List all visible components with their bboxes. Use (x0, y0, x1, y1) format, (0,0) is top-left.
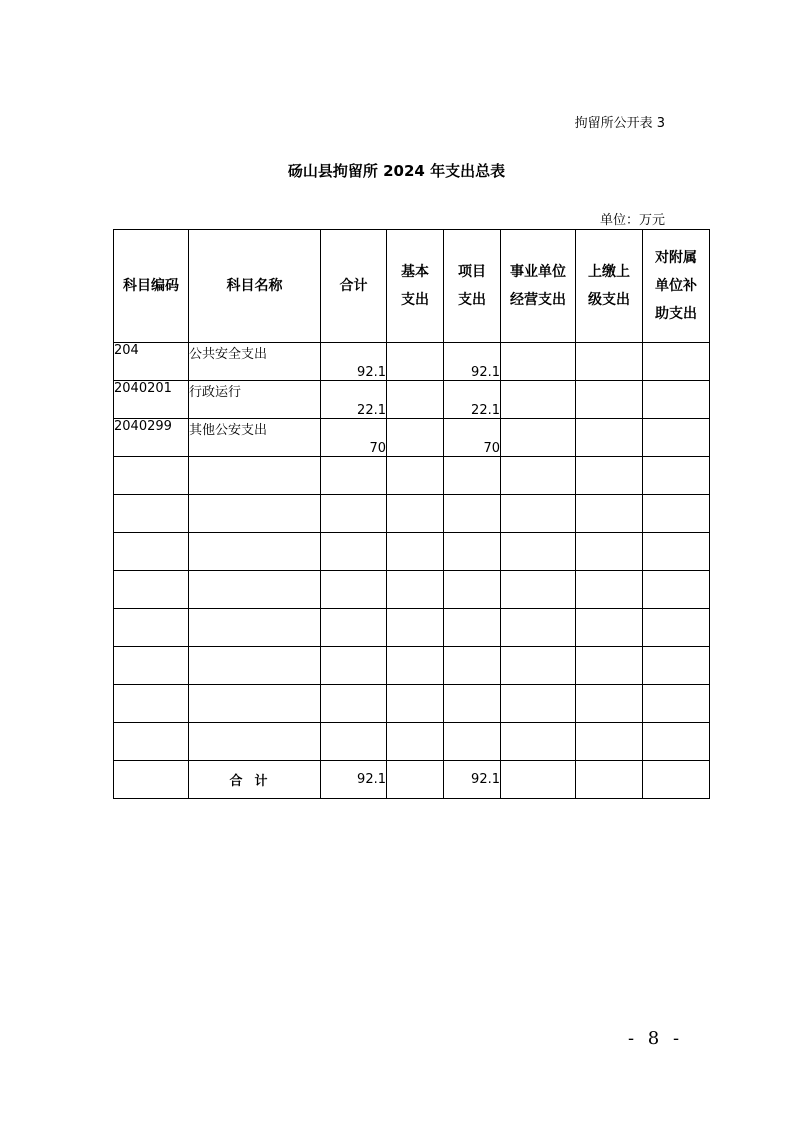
subject-name-cell (189, 723, 321, 761)
remit-cell (576, 647, 643, 685)
total-cell (321, 685, 387, 723)
total-code-cell (114, 761, 189, 799)
table-row (114, 533, 710, 571)
project-cell: 92.1 (444, 343, 501, 381)
table-tag: 拘留所公开表 3 (574, 116, 665, 131)
basic-cell (387, 495, 444, 533)
subsidy-cell (643, 419, 710, 457)
project-cell (444, 495, 501, 533)
table-row (114, 609, 710, 647)
table-row (114, 419, 710, 457)
remit-cell (576, 419, 643, 457)
business-cell (501, 571, 576, 609)
subject-name-cell (189, 533, 321, 571)
subject-code-cell (114, 571, 189, 609)
total-basic-cell (387, 761, 444, 799)
column-header: 对附属 单位补 助支出 (643, 230, 710, 343)
page-title: 砀山县拘留所 2024 年支出总表 (287, 162, 506, 180)
total-cell (321, 609, 387, 647)
subject-name-cell (189, 495, 321, 533)
subject-code-cell (114, 723, 189, 761)
project-cell: 22.1 (444, 381, 501, 419)
subject-code-cell (114, 457, 189, 495)
subject-code-cell (114, 647, 189, 685)
subject-code-cell: 2040299 (114, 419, 189, 457)
remit-cell (576, 533, 643, 571)
total-business-cell (501, 761, 576, 799)
subject-code-cell (114, 685, 189, 723)
subsidy-cell (643, 495, 710, 533)
table-row (114, 495, 710, 533)
total-cell (321, 723, 387, 761)
table-row (114, 685, 710, 723)
basic-cell (387, 381, 444, 419)
remit-cell (576, 723, 643, 761)
subsidy-cell (643, 723, 710, 761)
subject-name-cell (189, 571, 321, 609)
total-cell: 92.1 (321, 343, 387, 381)
remit-cell (576, 609, 643, 647)
total-row (114, 761, 710, 799)
remit-cell (576, 495, 643, 533)
business-cell (501, 457, 576, 495)
remit-cell (576, 343, 643, 381)
remit-cell (576, 571, 643, 609)
subject-name-cell (189, 609, 321, 647)
subject-name-cell (189, 685, 321, 723)
business-cell (501, 533, 576, 571)
project-cell (444, 571, 501, 609)
subject-name-cell: 其他公安支出 (189, 419, 321, 457)
basic-cell (387, 647, 444, 685)
subject-name-cell (189, 647, 321, 685)
project-cell (444, 685, 501, 723)
project-cell (444, 533, 501, 571)
subsidy-cell (643, 381, 710, 419)
column-header: 科目名称 (189, 230, 321, 343)
total-cell (321, 647, 387, 685)
basic-cell (387, 533, 444, 571)
business-cell (501, 381, 576, 419)
table-header-row (114, 230, 710, 343)
business-cell (501, 419, 576, 457)
total-cell: 22.1 (321, 381, 387, 419)
subject-code-cell: 2040201 (114, 381, 189, 419)
total-subsidy-cell (643, 761, 710, 799)
business-cell (501, 609, 576, 647)
business-cell (501, 343, 576, 381)
project-cell: 70 (444, 419, 501, 457)
subject-code-cell: 204 (114, 343, 189, 381)
basic-cell (387, 723, 444, 761)
column-header: 上缴上 级支出 (576, 230, 643, 343)
project-cell (444, 723, 501, 761)
total-cell (321, 533, 387, 571)
business-cell (501, 647, 576, 685)
total-label: 合计 (189, 761, 321, 799)
business-cell (501, 685, 576, 723)
basic-cell (387, 571, 444, 609)
total-remit-cell (576, 761, 643, 799)
subject-name-cell (189, 457, 321, 495)
subject-code-cell (114, 533, 189, 571)
subject-code-cell (114, 609, 189, 647)
subsidy-cell (643, 685, 710, 723)
remit-cell (576, 685, 643, 723)
business-cell (501, 723, 576, 761)
column-header: 基本 支出 (387, 230, 444, 343)
unit-label: 单位：万元 (599, 213, 665, 228)
expenditure-table (113, 229, 710, 799)
total-cell: 70 (321, 419, 387, 457)
subsidy-cell (643, 533, 710, 571)
subsidy-cell (643, 609, 710, 647)
subject-code-cell (114, 495, 189, 533)
subsidy-cell (643, 571, 710, 609)
column-header: 项目 支出 (444, 230, 501, 343)
column-header: 事业单位 经营支出 (501, 230, 576, 343)
project-cell (444, 647, 501, 685)
table-row (114, 571, 710, 609)
subject-name-cell: 公共安全支出 (189, 343, 321, 381)
remit-cell (576, 381, 643, 419)
subject-name-cell: 行政运行 (189, 381, 321, 419)
column-header: 合计 (321, 230, 387, 343)
table-body (114, 343, 710, 799)
table-row (114, 381, 710, 419)
table-row (114, 457, 710, 495)
project-cell (444, 609, 501, 647)
basic-cell (387, 609, 444, 647)
business-cell (501, 495, 576, 533)
remit-cell (576, 457, 643, 495)
column-header: 科目编码 (114, 230, 189, 343)
table-row (114, 723, 710, 761)
total-cell (321, 495, 387, 533)
basic-cell (387, 343, 444, 381)
basic-cell (387, 419, 444, 457)
total-total-cell: 92.1 (321, 761, 387, 799)
project-cell (444, 457, 501, 495)
subsidy-cell (643, 343, 710, 381)
table-row (114, 343, 710, 381)
subsidy-cell (643, 457, 710, 495)
page-number: - 8 - (628, 1028, 684, 1049)
subsidy-cell (643, 647, 710, 685)
basic-cell (387, 685, 444, 723)
total-cell (321, 571, 387, 609)
total-project-cell: 92.1 (444, 761, 501, 799)
basic-cell (387, 457, 444, 495)
total-cell (321, 457, 387, 495)
table-row (114, 647, 710, 685)
